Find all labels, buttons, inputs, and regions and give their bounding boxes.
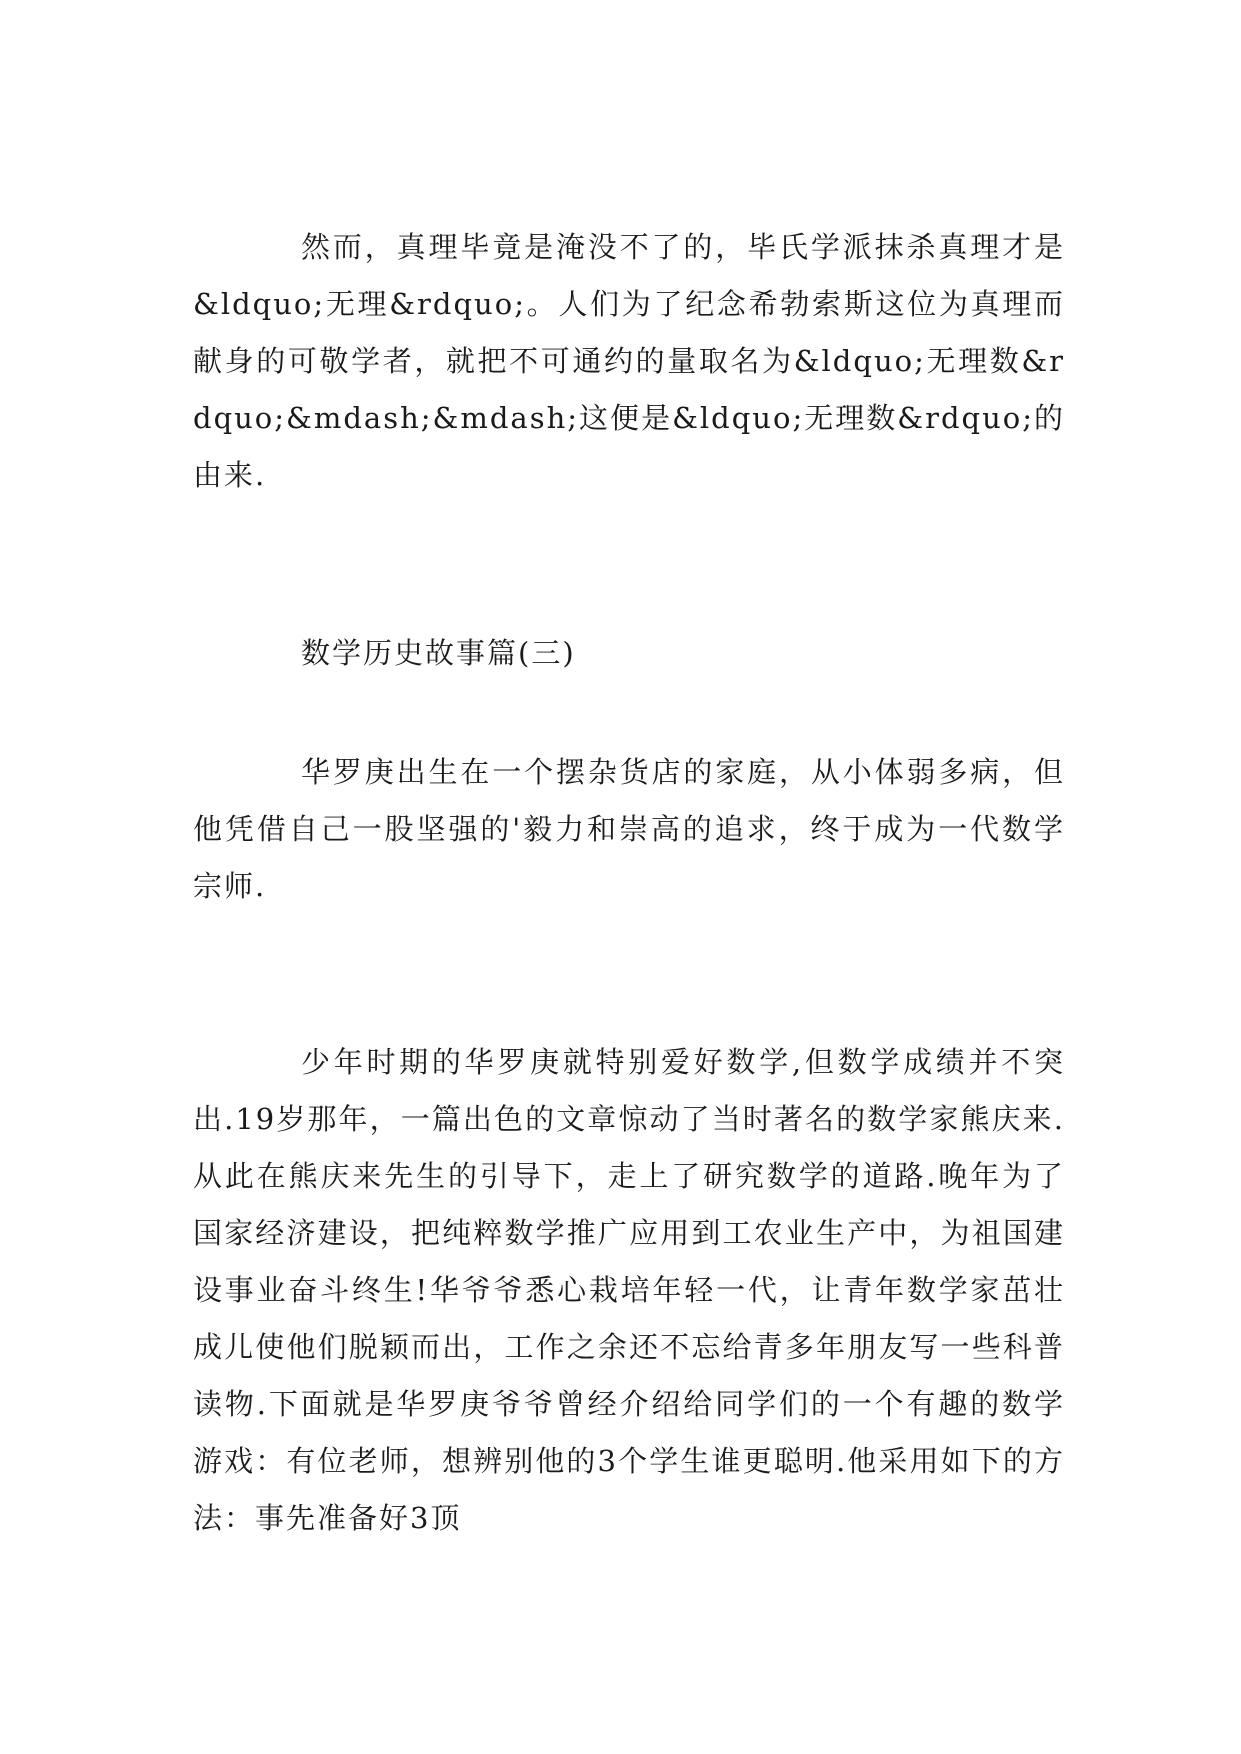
section-heading: 数学历史故事篇(三) bbox=[301, 636, 576, 670]
body-paragraph: 华罗庚出生在一个摆杂货店的家庭，从小体弱多病，但他凭借自己一股坚强的'毅力和崇高的追求，终于成为一代数学宗师. bbox=[193, 755, 1065, 903]
body-paragraph: 少年时期的华罗庚就特别爱好数学,但数学成绩并不突出.19岁那年，一篇出色的文章惊动了当时著名的数学家熊庆来.从此在熊庆来先生的引导下，走上了研究数学的道路.晚年为了国家经济建设，把纯粹数学推广应用到工农业生产中，为祖国建设事业奋斗终生!华爷爷悉心栽培年轻一代，让青年数学家茁壮成儿使他们脱颖而出，工作之余还不忘给青多年朋友写一些科普读物.下面就是华罗庚爷爷曾经介绍给同学们的一个有趣的数学游戏：有位老师，想辨别他的3个学生谁更聪明.他采用如下的方法：事先准备好3顶 bbox=[193, 1045, 1065, 1535]
body-paragraph: 然而，真理毕竟是淹没不了的，毕氏学派抹杀真理才是&ldquo;无理&rdquo;。人们为了纪念希勃索斯这位为真理而献身的可敬学者，就把不可通约的量取名为&ldquo;无理数&rdquo;&mdash;&mdash;这便是&ldquo;无理数&rdquo;的由来. bbox=[193, 230, 1065, 492]
